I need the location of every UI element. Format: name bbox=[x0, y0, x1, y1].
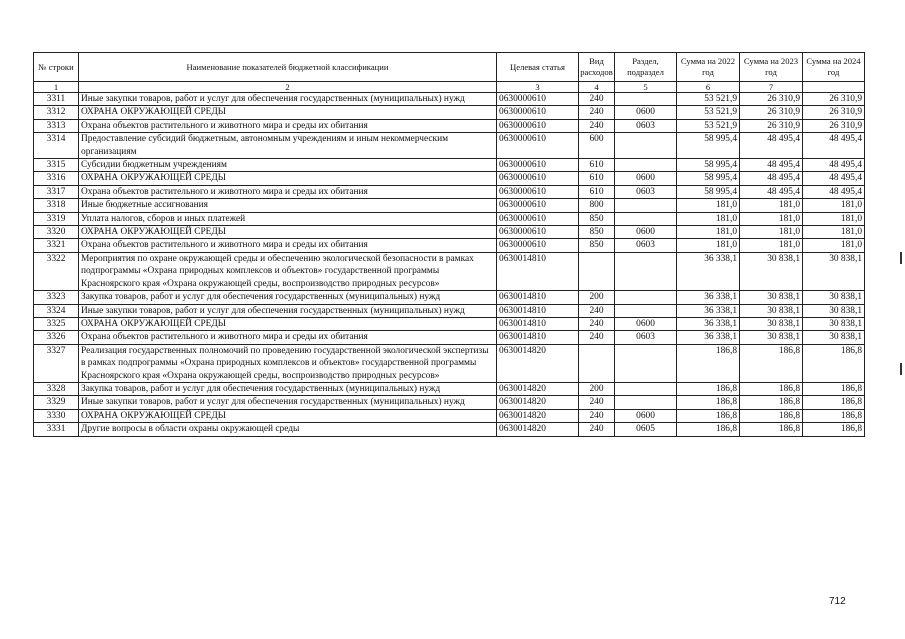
indicator-name: Другие вопросы в области охраны окружающей среды bbox=[79, 423, 497, 436]
row-number: 3327 bbox=[34, 344, 79, 382]
expense-type: 240 bbox=[579, 304, 615, 317]
expense-type: 610 bbox=[579, 185, 615, 198]
row-number: 3314 bbox=[34, 133, 79, 159]
section-code: 0600 bbox=[615, 226, 677, 239]
sum-2024: 181,0 bbox=[803, 226, 865, 239]
section-code: 0603 bbox=[615, 119, 677, 132]
expense-type: 240 bbox=[579, 119, 615, 132]
sum-2022: 181,0 bbox=[677, 226, 740, 239]
sum-2024: 26 310,9 bbox=[803, 93, 865, 106]
sum-2023: 48 495,4 bbox=[740, 185, 803, 198]
sum-2024: 186,8 bbox=[803, 423, 865, 436]
budget-table bbox=[33, 52, 865, 437]
sum-2024: 30 838,1 bbox=[803, 252, 865, 290]
column-number: 5 bbox=[615, 82, 677, 93]
row-number: 3317 bbox=[34, 185, 79, 198]
section-code bbox=[615, 212, 677, 225]
table-row bbox=[34, 252, 865, 290]
section-code bbox=[615, 291, 677, 304]
target-article: 0630000610 bbox=[497, 185, 579, 198]
row-number: 3330 bbox=[34, 409, 79, 422]
sum-2022: 36 338,1 bbox=[677, 317, 740, 330]
row-number: 3323 bbox=[34, 291, 79, 304]
target-article: 0630000610 bbox=[497, 172, 579, 185]
column-number-row bbox=[34, 82, 865, 93]
indicator-name: Охрана объектов растительного и животного мира и среды их обитания bbox=[79, 239, 497, 252]
table-row bbox=[34, 423, 865, 436]
row-number: 3331 bbox=[34, 423, 79, 436]
header-expense-type: Вид расходов bbox=[579, 53, 615, 82]
sum-2023: 26 310,9 bbox=[740, 93, 803, 106]
expense-type: 850 bbox=[579, 212, 615, 225]
indicator-name: Охрана объектов растительного и животного мира и среды их обитания bbox=[79, 331, 497, 344]
sum-2023: 181,0 bbox=[740, 226, 803, 239]
column-number: 6 bbox=[677, 82, 740, 93]
sum-2022: 53 521,9 bbox=[677, 93, 740, 106]
sum-2023: 181,0 bbox=[740, 199, 803, 212]
row-number: 3315 bbox=[34, 159, 79, 172]
section-code: 0600 bbox=[615, 409, 677, 422]
sum-2023: 181,0 bbox=[740, 212, 803, 225]
table-row bbox=[34, 396, 865, 409]
expense-type: 850 bbox=[579, 239, 615, 252]
table-row bbox=[34, 344, 865, 382]
sum-2024: 186,8 bbox=[803, 409, 865, 422]
indicator-name: Уплата налогов, сборов и иных платежей bbox=[79, 212, 497, 225]
row-number: 3329 bbox=[34, 396, 79, 409]
sum-2023: 30 838,1 bbox=[740, 304, 803, 317]
expense-type: 240 bbox=[579, 317, 615, 330]
sum-2022: 58 995,4 bbox=[677, 159, 740, 172]
section-code bbox=[615, 252, 677, 290]
sum-2023: 26 310,9 bbox=[740, 106, 803, 119]
section-code bbox=[615, 382, 677, 395]
sum-2022: 53 521,9 bbox=[677, 106, 740, 119]
sum-2022: 186,8 bbox=[677, 382, 740, 395]
sum-2023: 30 838,1 bbox=[740, 317, 803, 330]
target-article: 0630000610 bbox=[497, 226, 579, 239]
sum-2023: 30 838,1 bbox=[740, 331, 803, 344]
row-number: 3325 bbox=[34, 317, 79, 330]
sum-2023: 48 495,4 bbox=[740, 133, 803, 159]
expense-type: 200 bbox=[579, 382, 615, 395]
row-number: 3321 bbox=[34, 239, 79, 252]
target-article: 0630000610 bbox=[497, 93, 579, 106]
expense-type: 200 bbox=[579, 291, 615, 304]
sum-2024: 186,8 bbox=[803, 382, 865, 395]
expense-type: 240 bbox=[579, 106, 615, 119]
section-code: 0603 bbox=[615, 185, 677, 198]
target-article: 0630014810 bbox=[497, 252, 579, 290]
column-number: 3 bbox=[497, 82, 579, 93]
sum-2022: 186,8 bbox=[677, 344, 740, 382]
target-article: 0630014810 bbox=[497, 291, 579, 304]
target-article: 0630000610 bbox=[497, 133, 579, 159]
target-article: 0630014810 bbox=[497, 331, 579, 344]
target-article: 0630014820 bbox=[497, 382, 579, 395]
sum-2023: 186,8 bbox=[740, 423, 803, 436]
expense-type: 240 bbox=[579, 331, 615, 344]
table-row bbox=[34, 185, 865, 198]
indicator-name: ОХРАНА ОКРУЖАЮЩЕЙ СРЕДЫ bbox=[79, 409, 497, 422]
target-article: 0630014820 bbox=[497, 423, 579, 436]
sum-2022: 186,8 bbox=[677, 396, 740, 409]
indicator-name: Мероприятия по охране окружающей среды и обеспечению экологической безопасности в рамках подпрограммы «Охрана природных комплексов и объектов» государственной программы Красноярского края «Охрана окружающей среды, воспроизводство природных ресурсов» bbox=[79, 252, 497, 290]
target-article: 0630000610 bbox=[497, 106, 579, 119]
row-number: 3320 bbox=[34, 226, 79, 239]
expense-type: 240 bbox=[579, 396, 615, 409]
table-row bbox=[34, 317, 865, 330]
sum-2022: 186,8 bbox=[677, 423, 740, 436]
sum-2023: 26 310,9 bbox=[740, 119, 803, 132]
target-article: 0630000610 bbox=[497, 199, 579, 212]
row-number: 3328 bbox=[34, 382, 79, 395]
expense-type: 240 bbox=[579, 423, 615, 436]
sum-2024: 30 838,1 bbox=[803, 317, 865, 330]
section-code: 0605 bbox=[615, 423, 677, 436]
header-sum-2024: Сумма на 2024 год bbox=[803, 53, 865, 82]
sum-2022: 181,0 bbox=[677, 239, 740, 252]
section-code bbox=[615, 304, 677, 317]
scan-mark bbox=[900, 252, 902, 264]
table-row bbox=[34, 382, 865, 395]
section-code: 0603 bbox=[615, 331, 677, 344]
scan-mark bbox=[900, 363, 902, 375]
sum-2024: 186,8 bbox=[803, 344, 865, 382]
sum-2024: 181,0 bbox=[803, 199, 865, 212]
target-article: 0630014810 bbox=[497, 317, 579, 330]
sum-2023: 48 495,4 bbox=[740, 172, 803, 185]
indicator-name: ОХРАНА ОКРУЖАЮЩЕЙ СРЕДЫ bbox=[79, 106, 497, 119]
target-article: 0630000610 bbox=[497, 239, 579, 252]
header-row-number: № строки bbox=[34, 53, 79, 82]
column-number-spacer bbox=[803, 82, 865, 93]
target-article: 0630000610 bbox=[497, 212, 579, 225]
row-number: 3319 bbox=[34, 212, 79, 225]
sum-2023: 30 838,1 bbox=[740, 252, 803, 290]
section-code bbox=[615, 396, 677, 409]
section-code bbox=[615, 133, 677, 159]
sum-2024: 181,0 bbox=[803, 239, 865, 252]
sum-2022: 58 995,4 bbox=[677, 133, 740, 159]
indicator-name: Иные закупки товаров, работ и услуг для обеспечения государственных (муниципальных) нужд bbox=[79, 304, 497, 317]
row-number: 3326 bbox=[34, 331, 79, 344]
expense-type: 850 bbox=[579, 226, 615, 239]
table-row bbox=[34, 212, 865, 225]
sum-2024: 48 495,4 bbox=[803, 185, 865, 198]
expense-type: 610 bbox=[579, 172, 615, 185]
header-sum-2022: Сумма на 2022 год bbox=[677, 53, 740, 82]
table-row bbox=[34, 409, 865, 422]
table-row bbox=[34, 133, 865, 159]
sum-2022: 181,0 bbox=[677, 212, 740, 225]
section-code bbox=[615, 199, 677, 212]
sum-2024: 48 495,4 bbox=[803, 133, 865, 159]
row-number: 3316 bbox=[34, 172, 79, 185]
sum-2023: 186,8 bbox=[740, 409, 803, 422]
table-row bbox=[34, 331, 865, 344]
table-row bbox=[34, 304, 865, 317]
target-article: 0630014820 bbox=[497, 409, 579, 422]
column-number: 4 bbox=[579, 82, 615, 93]
header-section: Раздел, подраздел bbox=[615, 53, 677, 82]
sum-2023: 48 495,4 bbox=[740, 159, 803, 172]
sum-2024: 181,0 bbox=[803, 212, 865, 225]
row-number: 3322 bbox=[34, 252, 79, 290]
sum-2024: 30 838,1 bbox=[803, 291, 865, 304]
sum-2023: 181,0 bbox=[740, 239, 803, 252]
indicator-name: ОХРАНА ОКРУЖАЮЩЕЙ СРЕДЫ bbox=[79, 317, 497, 330]
header-sum-2023: Сумма на 2023 год bbox=[740, 53, 803, 82]
sum-2024: 30 838,1 bbox=[803, 331, 865, 344]
expense-type: 240 bbox=[579, 93, 615, 106]
sum-2024: 26 310,9 bbox=[803, 106, 865, 119]
row-number: 3312 bbox=[34, 106, 79, 119]
sum-2022: 53 521,9 bbox=[677, 119, 740, 132]
expense-type: 610 bbox=[579, 159, 615, 172]
row-number: 3324 bbox=[34, 304, 79, 317]
row-number: 3313 bbox=[34, 119, 79, 132]
table-row bbox=[34, 119, 865, 132]
indicator-name: Иные закупки товаров, работ и услуг для обеспечения государственных (муниципальных) нужд bbox=[79, 396, 497, 409]
indicator-name: Закупка товаров, работ и услуг для обеспечения государственных (муниципальных) нужд bbox=[79, 382, 497, 395]
sum-2022: 36 338,1 bbox=[677, 291, 740, 304]
header-row bbox=[34, 53, 865, 82]
indicator-name: Реализация государственных полномочий по проведению государственной экологической экспертизы в рамках подпрограммы «Охрана природных комплексов и объектов» государственной программы Красноярского края «Охрана окружающей среды, воспроизводство природных ресурсов» bbox=[79, 344, 497, 382]
sum-2024: 30 838,1 bbox=[803, 304, 865, 317]
indicator-name: Охрана объектов растительного и животного мира и среды их обитания bbox=[79, 119, 497, 132]
sum-2023: 186,8 bbox=[740, 382, 803, 395]
sum-2022: 58 995,4 bbox=[677, 172, 740, 185]
section-code bbox=[615, 93, 677, 106]
indicator-name: Предоставление субсидий бюджетным, автономным учреждениям и иным некоммерческим организациям bbox=[79, 133, 497, 159]
sum-2023: 186,8 bbox=[740, 344, 803, 382]
table-row bbox=[34, 159, 865, 172]
sum-2024: 48 495,4 bbox=[803, 159, 865, 172]
target-article: 0630014820 bbox=[497, 396, 579, 409]
sum-2023: 186,8 bbox=[740, 396, 803, 409]
indicator-name: Субсидии бюджетным учреждениям bbox=[79, 159, 497, 172]
table-row bbox=[34, 199, 865, 212]
page-number: 712 bbox=[829, 596, 846, 607]
section-code: 0603 bbox=[615, 239, 677, 252]
table-row bbox=[34, 172, 865, 185]
section-code: 0600 bbox=[615, 106, 677, 119]
row-number: 3311 bbox=[34, 93, 79, 106]
expense-type: 800 bbox=[579, 199, 615, 212]
table-row bbox=[34, 226, 865, 239]
section-code bbox=[615, 159, 677, 172]
table-row bbox=[34, 291, 865, 304]
table-row bbox=[34, 239, 865, 252]
table-row bbox=[34, 106, 865, 119]
table-body bbox=[34, 93, 865, 437]
expense-type: 240 bbox=[579, 409, 615, 422]
expense-type bbox=[579, 252, 615, 290]
header-indicator-name: Наименование показателей бюджетной классификации bbox=[79, 53, 497, 82]
indicator-name: ОХРАНА ОКРУЖАЮЩЕЙ СРЕДЫ bbox=[79, 172, 497, 185]
sum-2024: 48 495,4 bbox=[803, 172, 865, 185]
section-code bbox=[615, 344, 677, 382]
sum-2024: 26 310,9 bbox=[803, 119, 865, 132]
sum-2022: 36 338,1 bbox=[677, 331, 740, 344]
expense-type bbox=[579, 344, 615, 382]
indicator-name: Закупка товаров, работ и услуг для обеспечения государственных (муниципальных) нужд bbox=[79, 291, 497, 304]
sum-2022: 36 338,1 bbox=[677, 252, 740, 290]
table-row bbox=[34, 93, 865, 106]
column-number: 7 bbox=[740, 82, 803, 93]
target-article: 0630014810 bbox=[497, 304, 579, 317]
target-article: 0630014820 bbox=[497, 344, 579, 382]
indicator-name: Иные закупки товаров, работ и услуг для обеспечения государственных (муниципальных) нужд bbox=[79, 93, 497, 106]
row-number: 3318 bbox=[34, 199, 79, 212]
indicator-name: ОХРАНА ОКРУЖАЮЩЕЙ СРЕДЫ bbox=[79, 226, 497, 239]
column-number: 1 bbox=[34, 82, 79, 93]
indicator-name: Иные бюджетные ассигнования bbox=[79, 199, 497, 212]
sum-2024: 186,8 bbox=[803, 396, 865, 409]
section-code: 0600 bbox=[615, 172, 677, 185]
expense-type: 600 bbox=[579, 133, 615, 159]
header-target-article: Целевая статья bbox=[497, 53, 579, 82]
sum-2022: 186,8 bbox=[677, 409, 740, 422]
target-article: 0630000610 bbox=[497, 119, 579, 132]
indicator-name: Охрана объектов растительного и животного мира и среды их обитания bbox=[79, 185, 497, 198]
sum-2022: 36 338,1 bbox=[677, 304, 740, 317]
column-number: 2 bbox=[79, 82, 497, 93]
sum-2023: 30 838,1 bbox=[740, 291, 803, 304]
sum-2022: 58 995,4 bbox=[677, 185, 740, 198]
section-code: 0600 bbox=[615, 317, 677, 330]
target-article: 0630000610 bbox=[497, 159, 579, 172]
sum-2022: 181,0 bbox=[677, 199, 740, 212]
